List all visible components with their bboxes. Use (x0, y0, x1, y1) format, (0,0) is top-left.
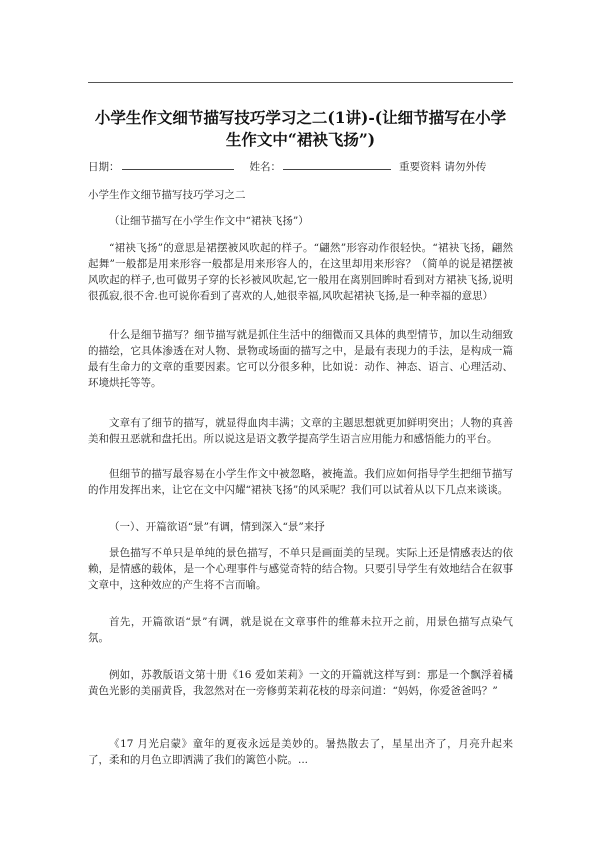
paragraph-meaning: “裙袂飞扬”的意思是裙摆被风吹起的样子。“翩然”形容动作很轻快。“裙袂飞扬，翩然起舞”一般都是用来形容一般都是用来形容人的，在这里却用来形容？（简单的说是裙摆被风吹起的样子,也可做男子穿的长衫被风吹起,它一般用在离别回眸时看到对方裙袂飞扬,说明很孤寂,很不舍.也可说你看到了喜欢的人,她很幸福,风吹起裙袂飞扬,是一种幸福的意思） (88, 242, 513, 302)
paragraph-subheading: （让细节描写在小学生作文中“裙袂飞扬”） (109, 215, 309, 227)
date-name-line (88, 159, 528, 174)
date-blank (122, 159, 234, 170)
name-blank (283, 159, 391, 170)
name-label: 姓名： (249, 161, 281, 173)
section-heading-one: （一）、开篇欲语“景”有调，情到深入“景”来抒 (109, 521, 325, 533)
paragraph-example-one: 例如，苏教版语文第十册《16 爱如茉莉》一文的开篇就这样写到：那是一个飘浮着橘黄色光影的美丽黄昏，我忽然对在一旁修剪茉莉花枝的母亲问道：“妈妈，你爱爸爸吗？” (88, 669, 513, 697)
paragraph-opening: 首先，开篇欲语“景”有调，就是说在文章事件的维幕未拉开之前，用景色描写点染气氛。 (88, 616, 513, 644)
document-title: 小学生作文细节描写技巧学习之二(1讲)-(让细节描写在小学生作文中“裙袂飞扬”) (94, 108, 507, 149)
date-label: 日期： (88, 161, 120, 173)
paragraph-definition: 什么是细节描写？细节描写就是抓住生活中的细微而又具体的典型情节，加以生动细致的描绘，它具体渗透在对人物、景物或场面的描写之中，是最有表现力的手法，是构成一篇最有生命力的文章的重要因素。它可以分很多种，比如说：动作、神态、语言、心理活动、环境烘托等等。 (88, 329, 513, 389)
paragraph-scenery: 景色描写不单只是单纯的景色描写，不单只是画面美的呈现。实际上还是情感表达的依赖，是情感的载体，是一个心理事件与感觉奇特的结合物。只要引导学生有效地结合在叙事文章中，这种效应的产生将不言而喻。 (88, 547, 513, 591)
header-rule (88, 82, 513, 83)
paragraph-neglect: 但细节的描写最容易在小学生作文中被忽略，被掩盖。我们应如何指导学生把细节描写的作用发挥出来，让它在文中闪耀“裙袂飞扬”的风采呢？我们可以试着从以下几点来谈谈。 (88, 468, 513, 496)
paragraph-subtitle: 小学生作文细节描写技巧学习之二 (88, 189, 246, 201)
paragraph-example-two: 《17 月光启蒙》童年的夏夜永远是美妙的。暑热散去了，星星出齐了，月亮升起来了，柔和的月色立即洒满了我们的篱笆小院。... (88, 738, 513, 766)
notice-text: 重要资料 请勿外传 (399, 161, 487, 173)
paragraph-importance: 文章有了细节的描写，就显得血肉丰满；文章的主题思想就更加鲜明突出；人物的真善美和假丑恶就和盘托出。所以说这是语文教学提高学生语言应用能力和感悟能力的平台。 (88, 417, 513, 445)
